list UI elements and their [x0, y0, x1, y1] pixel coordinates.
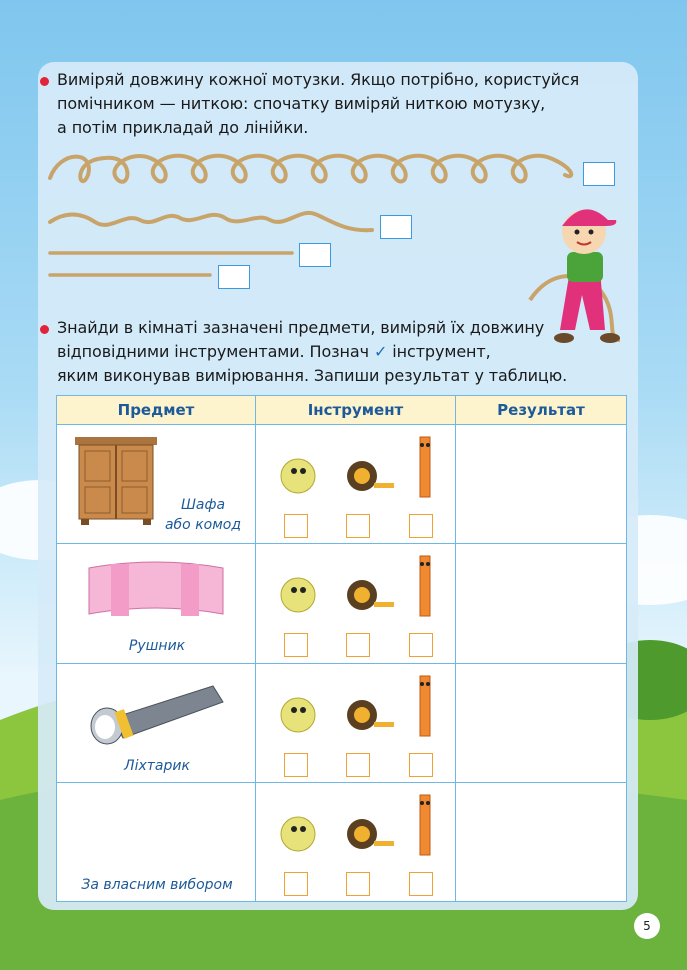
tool-checkbox-ruler[interactable]: [409, 753, 433, 777]
wardrobe-caption-line-1: Шафа: [180, 497, 226, 514]
tool-checkbox-roulette[interactable]: [346, 872, 370, 896]
tool-checkbox-tape-measure[interactable]: [284, 753, 308, 777]
tool-checkbox-roulette[interactable]: [346, 514, 370, 538]
item-cell-own-choice: [57, 782, 256, 901]
item-caption-towel: Рушник: [128, 638, 186, 655]
table-row: [57, 425, 627, 544]
item-caption-wardrobe: [153, 495, 253, 535]
rope4-answer-box[interactable]: [218, 265, 250, 289]
tool-checkbox-ruler[interactable]: [409, 514, 433, 538]
measuring-tools-icon: [270, 431, 442, 511]
flashlight-icon: [83, 680, 233, 750]
item-cell-towel: [57, 544, 256, 663]
task2-line-1: Знайди в кімнаті зазначені предмети, виміряй їх довжину: [57, 318, 545, 337]
measurement-table: [56, 395, 627, 902]
task2-line-3: яким виконував вимірювання. Запиши результат у таблицю.: [57, 366, 568, 385]
measuring-tools-icon: [270, 550, 442, 630]
rope-coiled: [50, 156, 571, 182]
tool-cell: [256, 663, 456, 782]
table-row: [57, 544, 627, 663]
rope3-answer-box[interactable]: [299, 243, 331, 267]
tool-checkbox-tape-measure[interactable]: [284, 514, 308, 538]
rope1-answer-box[interactable]: [583, 162, 615, 186]
header-item: Предмет: [57, 396, 256, 425]
towel-icon: [81, 558, 231, 624]
tool-checkbox-tape-measure[interactable]: [284, 633, 308, 657]
task2-bullet: [40, 325, 49, 334]
task1-line-3: а потім прикладай до лінійки.: [57, 118, 309, 137]
tool-checkbox-roulette[interactable]: [346, 633, 370, 657]
check-mark-icon: ✓: [373, 342, 388, 361]
tool-checkbox-roulette[interactable]: [346, 753, 370, 777]
task2-line-2-end: інструмент,: [392, 342, 491, 361]
rope-wavy: [50, 213, 372, 230]
page-number: 5: [634, 913, 660, 939]
tool-cell: [256, 544, 456, 663]
wardrobe-icon: [71, 435, 161, 527]
item-caption-flashlight: Ліхтарик: [124, 757, 190, 774]
header-result: Результат: [456, 396, 627, 425]
item-cell-wardrobe: [57, 425, 256, 544]
item-cell-flashlight: [57, 663, 256, 782]
header-tool: Інструмент: [256, 396, 456, 425]
tool-checkbox-ruler[interactable]: [409, 872, 433, 896]
table-row: [57, 663, 627, 782]
item-caption-own-choice: За власним вибором: [81, 876, 233, 893]
task1-line-2: помічником — ниткою: спочатку виміряй ниткою мотузку,: [57, 94, 546, 113]
task2-line-2-start: відповідними інструментами. Познач: [57, 342, 369, 361]
rope2-answer-box[interactable]: [380, 215, 412, 239]
wardrobe-caption-line-2: або комод: [164, 517, 242, 534]
result-cell[interactable]: [456, 544, 627, 663]
result-cell[interactable]: [456, 425, 627, 544]
task2-line-2: [57, 342, 491, 361]
tool-cell: [256, 425, 456, 544]
result-cell[interactable]: [456, 663, 627, 782]
task1-line-1: Виміряй довжину кожної мотузки. Якщо потрібно, користуйся: [57, 70, 580, 89]
measuring-tools-icon: [270, 670, 442, 750]
result-cell[interactable]: [456, 782, 627, 901]
tool-checkbox-tape-measure[interactable]: [284, 872, 308, 896]
tool-checkbox-ruler[interactable]: [409, 633, 433, 657]
tool-cell: [256, 782, 456, 901]
measuring-tools-icon: [270, 789, 442, 869]
table-row: [57, 782, 627, 901]
table-header-row: [57, 396, 627, 425]
